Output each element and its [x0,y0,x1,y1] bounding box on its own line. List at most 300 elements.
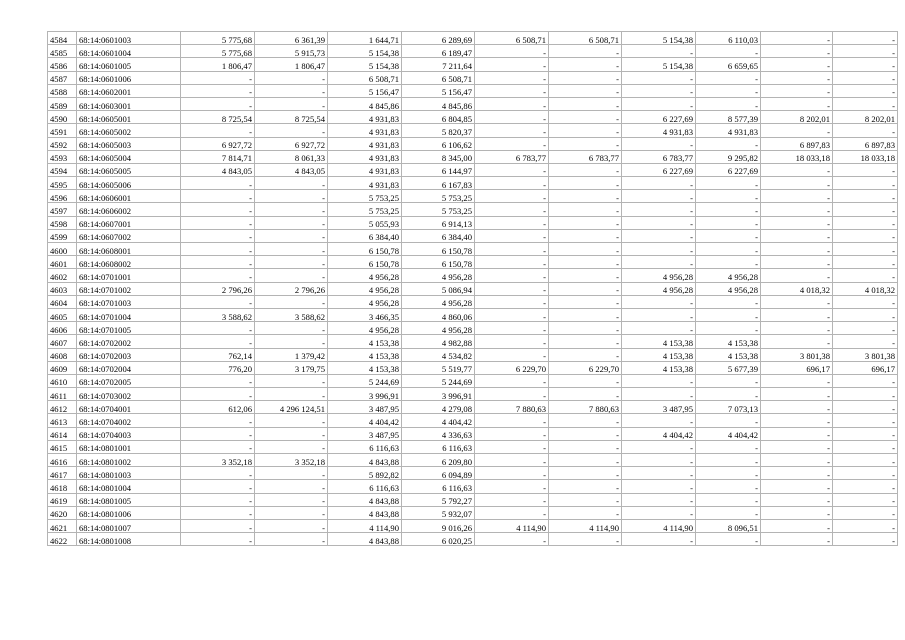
value-cell: - [181,322,255,335]
value-cell: - [696,177,761,190]
value-cell: - [181,388,255,401]
value-cell: - [181,190,255,203]
value-cell: 4 931,83 [328,177,402,190]
value-cell: - [475,282,549,295]
row-number-cell: 4595 [48,177,77,190]
value-cell: - [181,533,255,546]
value-cell: 4 956,28 [328,322,402,335]
value-cell: 6 110,03 [696,32,761,45]
table-row [48,493,898,506]
value-cell: - [549,84,622,97]
value-cell: - [181,243,255,256]
value-cell: - [181,480,255,493]
value-cell: 5 519,77 [402,361,475,374]
row-number-cell: 4605 [48,308,77,321]
cadastral-code-cell: 68:14:0801003 [77,467,181,480]
table-row [48,388,898,401]
value-cell: 5 792,27 [402,493,475,506]
value-cell: - [833,322,898,335]
value-cell: 4 114,90 [549,519,622,532]
value-cell: 4 956,28 [622,282,696,295]
value-cell: - [833,454,898,467]
value-cell: 6 227,69 [622,163,696,176]
value-cell: 6 927,72 [255,137,328,150]
value-cell: - [549,308,622,321]
table-row [48,480,898,493]
cadastral-code-cell: 68:14:0606001 [77,190,181,203]
value-cell: - [475,256,549,269]
value-cell: 4 843,05 [181,163,255,176]
table-row [48,335,898,348]
value-cell: - [475,229,549,242]
value-cell: - [181,84,255,97]
row-number-cell: 4607 [48,335,77,348]
value-cell: 6 116,63 [402,440,475,453]
value-cell: - [833,335,898,348]
table-row [48,71,898,84]
value-cell: 5 775,68 [181,32,255,45]
value-cell: 3 588,62 [181,308,255,321]
row-number-cell: 4604 [48,295,77,308]
cadastral-code-cell: 68:14:0702002 [77,335,181,348]
value-cell: - [622,177,696,190]
value-cell: 6 094,89 [402,467,475,480]
value-cell: - [833,414,898,427]
value-cell: - [761,203,833,216]
value-cell: 6 508,71 [475,32,549,45]
value-cell: 6 804,85 [402,111,475,124]
value-cell: - [761,467,833,480]
table-row [48,163,898,176]
row-number-cell: 4616 [48,454,77,467]
value-cell: - [833,519,898,532]
value-cell: - [696,480,761,493]
cadastral-code-cell: 68:14:0704002 [77,414,181,427]
cadastral-code-cell: 68:14:0607001 [77,216,181,229]
value-cell: 696,17 [833,361,898,374]
value-cell: - [761,216,833,229]
value-cell: 6 020,25 [402,533,475,546]
value-cell: - [549,388,622,401]
row-number-cell: 4615 [48,440,77,453]
row-number-cell: 4606 [48,322,77,335]
value-cell: - [622,374,696,387]
cadastral-code-cell: 68:14:0605006 [77,177,181,190]
value-cell: - [475,111,549,124]
value-cell: - [833,32,898,45]
value-cell: - [549,467,622,480]
cadastral-code-cell: 68:14:0601005 [77,58,181,71]
row-number-cell: 4619 [48,493,77,506]
row-number-cell: 4622 [48,533,77,546]
table-row [48,427,898,440]
value-cell: 18 033,18 [833,150,898,163]
cadastral-code-cell: 68:14:0605002 [77,124,181,137]
table-row [48,243,898,256]
value-cell: 3 466,35 [328,308,402,321]
value-cell: - [475,269,549,282]
value-cell: 5 244,69 [402,374,475,387]
value-cell: - [833,58,898,71]
value-cell: - [549,216,622,229]
value-cell: 5 244,69 [328,374,402,387]
row-number-cell: 4596 [48,190,77,203]
value-cell: - [696,440,761,453]
value-cell: 4 931,83 [328,150,402,163]
cadastral-code-cell: 68:14:0701004 [77,308,181,321]
table-row [48,58,898,71]
value-cell: 4 956,28 [328,295,402,308]
table-row [48,519,898,532]
value-cell: - [475,243,549,256]
value-cell: 4 843,88 [328,533,402,546]
value-cell: - [622,467,696,480]
value-cell: - [181,493,255,506]
value-cell: - [255,493,328,506]
value-cell: - [696,374,761,387]
value-cell: - [255,295,328,308]
value-cell: - [255,467,328,480]
value-cell: 8 202,01 [761,111,833,124]
value-cell: 1 806,47 [181,58,255,71]
value-cell: 6 116,63 [328,480,402,493]
value-cell: 8 096,51 [696,519,761,532]
value-cell: - [475,322,549,335]
value-cell: 7 814,71 [181,150,255,163]
value-cell: - [622,256,696,269]
value-cell: - [475,480,549,493]
value-cell: 1 806,47 [255,58,328,71]
value-cell: 4 296 124,51 [255,401,328,414]
cadastral-code-cell: 68:14:0703002 [77,388,181,401]
value-cell: 4 956,28 [402,295,475,308]
value-cell: - [833,493,898,506]
row-number-cell: 4587 [48,71,77,84]
value-cell: 3 352,18 [255,454,328,467]
value-cell: - [549,440,622,453]
value-cell: - [181,216,255,229]
value-cell: - [761,335,833,348]
value-cell: - [696,71,761,84]
value-cell: - [833,203,898,216]
value-cell: 3 487,95 [328,427,402,440]
table-row [48,150,898,163]
cadastral-code-cell: 68:14:0702005 [77,374,181,387]
cadastral-code-cell: 68:14:0701003 [77,295,181,308]
cadastral-code-cell: 68:14:0605005 [77,163,181,176]
value-cell: - [255,177,328,190]
table-row [48,322,898,335]
value-cell: - [696,84,761,97]
value-cell: - [475,177,549,190]
value-cell: - [761,58,833,71]
value-cell: 5 753,25 [328,190,402,203]
value-cell: - [761,493,833,506]
value-cell: - [255,506,328,519]
value-cell: - [833,440,898,453]
value-cell: - [475,374,549,387]
value-cell: - [833,308,898,321]
value-cell: - [696,45,761,58]
value-cell: 3 996,91 [328,388,402,401]
value-cell: - [622,229,696,242]
value-cell: - [622,216,696,229]
value-cell: 5 154,38 [622,58,696,71]
value-cell: 4 931,83 [696,124,761,137]
value-cell: 18 033,18 [761,150,833,163]
value-cell: 6 209,80 [402,454,475,467]
value-cell: - [549,295,622,308]
value-cell: - [255,533,328,546]
value-cell: 9 295,82 [696,150,761,163]
value-cell: - [549,480,622,493]
value-cell: - [475,506,549,519]
value-cell: 6 783,77 [622,150,696,163]
row-number-cell: 4608 [48,348,77,361]
value-cell: - [255,335,328,348]
value-cell: - [622,308,696,321]
value-cell: - [255,71,328,84]
table-row [48,374,898,387]
value-cell: - [549,97,622,110]
value-cell: - [549,454,622,467]
value-cell: - [622,84,696,97]
value-cell: - [622,322,696,335]
value-cell: - [475,71,549,84]
value-cell: - [761,84,833,97]
value-cell: 6 116,63 [402,480,475,493]
row-number-cell: 4598 [48,216,77,229]
value-cell: - [761,45,833,58]
value-cell: 4 153,38 [328,361,402,374]
value-cell: 5 156,47 [328,84,402,97]
value-cell: - [622,506,696,519]
row-number-cell: 4614 [48,427,77,440]
value-cell: 4 153,38 [696,335,761,348]
value-cell: 8 725,54 [181,111,255,124]
value-cell: 4 153,38 [622,335,696,348]
value-cell: 4 404,42 [622,427,696,440]
value-cell: 6 116,63 [328,440,402,453]
value-cell: - [255,229,328,242]
value-cell: - [696,493,761,506]
value-cell: - [833,467,898,480]
value-cell: 4 956,28 [622,269,696,282]
table-row [48,440,898,453]
value-cell: - [833,243,898,256]
value-cell: - [761,374,833,387]
value-cell: - [833,427,898,440]
cadastral-code-cell: 68:14:0608002 [77,256,181,269]
value-cell: - [761,243,833,256]
value-cell: 4 956,28 [402,322,475,335]
row-number-cell: 4601 [48,256,77,269]
value-cell: - [696,506,761,519]
value-cell: 4 534,82 [402,348,475,361]
value-cell: 6 508,71 [549,32,622,45]
table-row [48,414,898,427]
value-cell: - [833,295,898,308]
value-cell: - [181,467,255,480]
row-number-cell: 4602 [48,269,77,282]
value-cell: - [475,137,549,150]
table-row [48,269,898,282]
value-cell: - [761,519,833,532]
row-number-cell: 4599 [48,229,77,242]
value-cell: 4 843,88 [328,493,402,506]
value-cell: - [181,71,255,84]
value-cell: 4 279,08 [402,401,475,414]
value-cell: - [696,203,761,216]
value-cell: - [549,493,622,506]
table-row [48,454,898,467]
value-cell: - [833,124,898,137]
value-cell: 5 055,93 [328,216,402,229]
row-number-cell: 4589 [48,97,77,110]
value-cell: 5 086,94 [402,282,475,295]
row-number-cell: 4620 [48,506,77,519]
value-cell: - [761,440,833,453]
value-cell: 4 153,38 [622,361,696,374]
value-cell: 7 880,63 [549,401,622,414]
value-cell: 4 843,88 [328,506,402,519]
value-cell: - [181,427,255,440]
value-cell: - [622,493,696,506]
row-number-cell: 4611 [48,388,77,401]
value-cell: 8 577,39 [696,111,761,124]
value-cell: - [761,480,833,493]
value-cell: 6 189,47 [402,45,475,58]
cadastral-code-cell: 68:14:0608001 [77,243,181,256]
value-cell: - [696,414,761,427]
value-cell: - [761,506,833,519]
value-cell: - [622,45,696,58]
value-cell: - [475,335,549,348]
value-cell: 5 820,37 [402,124,475,137]
value-cell: - [255,427,328,440]
value-cell: - [761,269,833,282]
table-row [48,111,898,124]
value-cell: - [549,229,622,242]
value-cell: - [255,97,328,110]
cadastral-code-cell: 68:14:0704003 [77,427,181,440]
value-cell: 3 179,75 [255,361,328,374]
value-cell: 4 843,05 [255,163,328,176]
value-cell: 3 801,38 [833,348,898,361]
value-cell: - [622,414,696,427]
cadastral-code-cell: 68:14:0801005 [77,493,181,506]
value-cell: 4 404,42 [696,427,761,440]
cadastral-code-cell: 68:14:0702004 [77,361,181,374]
row-number-cell: 4621 [48,519,77,532]
value-cell: 4 956,28 [328,269,402,282]
value-cell: 6 783,77 [549,150,622,163]
cadastral-code-cell: 68:14:0801004 [77,480,181,493]
value-cell: - [761,256,833,269]
value-cell: 6 106,62 [402,137,475,150]
value-cell: - [181,414,255,427]
value-cell: 6 167,83 [402,177,475,190]
value-cell: 8 725,54 [255,111,328,124]
value-cell: - [833,97,898,110]
value-cell: 6 150,78 [402,243,475,256]
value-cell: 5 753,25 [402,190,475,203]
row-number-cell: 4592 [48,137,77,150]
value-cell: - [475,203,549,216]
value-cell: 4 956,28 [696,282,761,295]
value-cell: 4 956,28 [328,282,402,295]
value-cell: - [696,190,761,203]
value-cell: 4 018,32 [761,282,833,295]
row-number-cell: 4586 [48,58,77,71]
value-cell: 6 659,65 [696,58,761,71]
value-cell: 3 588,62 [255,308,328,321]
value-cell: - [696,322,761,335]
row-number-cell: 4585 [48,45,77,58]
value-cell: - [549,269,622,282]
value-cell: - [181,203,255,216]
value-cell: 3 487,95 [622,401,696,414]
row-number-cell: 4597 [48,203,77,216]
value-cell: 6 384,40 [402,229,475,242]
value-cell: - [475,190,549,203]
table-row [48,137,898,150]
value-cell: 1 379,42 [255,348,328,361]
row-number-cell: 4613 [48,414,77,427]
value-cell: 5 154,38 [622,32,696,45]
cadastral-code-cell: 68:14:0801007 [77,519,181,532]
row-number-cell: 4593 [48,150,77,163]
value-cell: - [833,45,898,58]
value-cell: - [549,177,622,190]
value-cell: 3 996,91 [402,388,475,401]
value-cell: - [622,295,696,308]
value-cell: 6 150,78 [402,256,475,269]
value-cell: - [549,71,622,84]
value-cell: - [475,163,549,176]
value-cell: - [475,427,549,440]
value-cell: 9 016,26 [402,519,475,532]
value-cell: - [255,190,328,203]
value-cell: - [181,374,255,387]
value-cell: - [475,414,549,427]
value-cell: - [761,163,833,176]
value-cell: 4 956,28 [696,269,761,282]
value-cell: - [255,203,328,216]
value-cell: - [255,84,328,97]
table-row [48,348,898,361]
value-cell: 6 361,39 [255,32,328,45]
value-cell: - [761,32,833,45]
table-row [48,467,898,480]
table-row [48,177,898,190]
value-cell: - [622,454,696,467]
value-cell: 5 775,68 [181,45,255,58]
row-number-cell: 4617 [48,467,77,480]
value-cell: - [549,137,622,150]
table-row [48,190,898,203]
value-cell: - [549,335,622,348]
value-cell: 7 073,13 [696,401,761,414]
value-cell: - [833,533,898,546]
value-cell: 4 404,42 [402,414,475,427]
value-cell: 5 156,47 [402,84,475,97]
value-cell: - [549,256,622,269]
value-cell: 4 114,90 [475,519,549,532]
value-cell: - [255,243,328,256]
value-cell: 5 154,38 [328,45,402,58]
cadastral-code-cell: 68:14:0601004 [77,45,181,58]
